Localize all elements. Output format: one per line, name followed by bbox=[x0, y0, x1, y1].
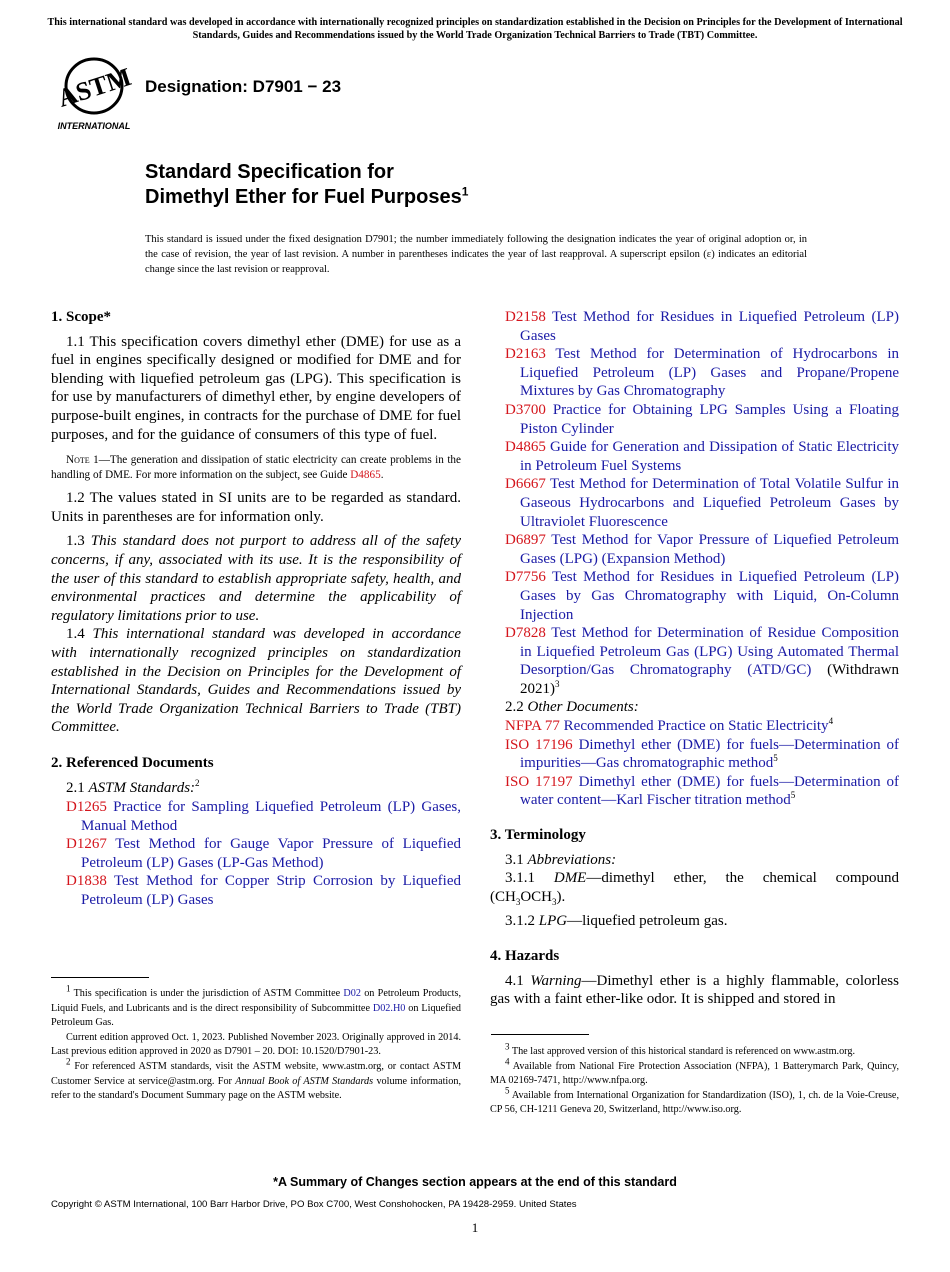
section-4-heading: 4. Hazards bbox=[490, 948, 560, 964]
page-number: 1 bbox=[471, 1220, 479, 1235]
intro-paragraph: This standard is issued under the fixed designation D7901; the number immediately following the designation indicates the year of original adoption or, in the case of revision, the year of last revision. A number in parentheses indicates the year of last reapproval. A superscript epsilon (ε) indicates an editorial change since the last revision or reapproval. bbox=[145, 234, 807, 275]
ref-title[interactable]: Guide for Generation and Dissipation of Static Electricity in Petroleum Fuel Systems bbox=[520, 439, 899, 474]
ref-title[interactable]: Dimethyl ether (DME) for fuels—Determination of impurities—Gas chromatographic method bbox=[520, 736, 900, 772]
ref-item bbox=[505, 717, 899, 736]
ref-code[interactable]: D2158 bbox=[505, 309, 546, 325]
other-ref-list bbox=[490, 717, 899, 810]
title-line-2 bbox=[145, 185, 468, 210]
fn1-c: on Liquefied Petroleum Gas. bbox=[51, 1002, 461, 1029]
fn4-mark: 4 bbox=[505, 1056, 510, 1067]
note-end: . bbox=[380, 468, 384, 481]
copyright-line: Copyright © ASTM International, 100 Barr Harbor Drive, PO Box C700, West Conshohocken, PA 19428-2959. United States bbox=[51, 1199, 577, 1210]
designation: Designation: D7901 − 23 bbox=[145, 77, 342, 96]
para-3-1 bbox=[490, 851, 899, 870]
ref-code[interactable]: D1267 bbox=[66, 836, 107, 853]
para-3-1-num: 3.1 bbox=[505, 851, 528, 868]
para-2-1-mark: 2 bbox=[195, 778, 200, 789]
astm-ref-list-left bbox=[51, 798, 461, 910]
ref-item bbox=[505, 308, 899, 345]
ref-code[interactable]: D6897 bbox=[505, 532, 546, 549]
ref-code[interactable]: D7756 bbox=[505, 569, 546, 586]
ref-code[interactable]: D7828 bbox=[505, 625, 546, 642]
ref-title[interactable]: Test Method for Determination of Residue Composition in Liquefied Petroleum Gas (LPG) Using Automated Thermal Desorption/Gas Chromatography (ATD/GC) bbox=[520, 625, 899, 679]
fn5-text: Available from International Organization for Standardization (ISO), 1, ch. de la Voie-Creuse, CP 56, CH-1211 Geneva 20, Switzerland, http://www.iso.org. bbox=[490, 1089, 899, 1116]
para-3-1-1 bbox=[490, 869, 899, 906]
note-link-d4865[interactable]: D4865 bbox=[350, 468, 381, 481]
fn1-link-d02[interactable]: D02 bbox=[343, 988, 361, 999]
ref-code[interactable]: D2163 bbox=[505, 346, 546, 363]
fn2-b: volume information, refer to the standard's Document Summary page on the ASTM website. bbox=[51, 1075, 461, 1102]
fn2-italic: Annual Book of ASTM Standards bbox=[235, 1075, 374, 1087]
fn2-mark: 2 bbox=[66, 1056, 71, 1067]
ref-title[interactable]: Test Method for Gauge Vapor Pressure of Liquefied Petroleum (LP) Gases (LP-Gas Method) bbox=[81, 836, 461, 871]
astm-ref-list-right bbox=[490, 308, 899, 698]
para-3-1-2 bbox=[490, 912, 899, 931]
footnote-1 bbox=[51, 983, 461, 1031]
para-1-4-num: 1.4 bbox=[66, 626, 93, 643]
note-text: —The generation and dissipation of static electricity can create problems in the handling of DME. For more information on the subject, see Guide bbox=[51, 454, 461, 481]
para-1-1: 1.1 This specification covers dimethyl ether (DME) for use as a fuel in engines specifically designed or modified for DME and for blending with liquefied petroleum gas (LPG). This specification is for use by manufacturers of dimethyl ether, by engine developers of purpose-built engines, in contracts for the purchase of DME for fuel purposes, and for the guidance of consumers of this type of fuel. bbox=[51, 333, 461, 443]
para-2-2-num: 2.2 bbox=[505, 699, 528, 716]
ref-code[interactable]: D3700 bbox=[505, 401, 546, 418]
para-3-1-1-num: 3.1.1 bbox=[505, 870, 554, 887]
ref-suffix: (Withdrawn 2021) bbox=[520, 662, 899, 697]
def-dme-mid: OCH bbox=[520, 888, 553, 905]
title-footnote-mark: 1 bbox=[461, 184, 469, 199]
para-2-1-num: 2.1 bbox=[66, 780, 89, 797]
ref-mark: 4 bbox=[828, 716, 834, 727]
ref-code[interactable]: D6667 bbox=[505, 476, 546, 493]
fn2-a: For referenced ASTM standards, visit the ASTM website, www.astm.org, or contact ASTM Customer Service at service@astm.org. For bbox=[51, 1060, 461, 1087]
ref-item bbox=[66, 798, 461, 835]
astm-logo bbox=[52, 56, 136, 132]
ref-title[interactable]: Test Method for Residues in Liquefied Petroleum (LP) Gases bbox=[520, 309, 899, 344]
ref-code[interactable]: D1265 bbox=[66, 799, 107, 816]
ref-item bbox=[505, 531, 899, 568]
summary-of-changes-note: *A Summary of Changes section appears at the end of this standard bbox=[273, 1175, 677, 1189]
para-2-2-text: Other Documents: bbox=[527, 699, 639, 716]
fn1-mark: 1 bbox=[66, 983, 71, 994]
fn1-b: on Petroleum Products, Liquid Fuels, and Lubricants and is the direct responsibility of Subcommittee bbox=[51, 988, 461, 1014]
fn1-link-d02h0[interactable]: D02.H0 bbox=[372, 1002, 406, 1014]
ref-title[interactable]: Test Method for Residues in Liquefied Petroleum (LP) Gases by Gas Chromatography with Liquid, On-Column Injection bbox=[520, 569, 899, 623]
note-label: Note 1 bbox=[66, 454, 99, 467]
ref-item bbox=[505, 773, 899, 810]
term-dme: DME bbox=[553, 870, 587, 887]
footnote-rule-right bbox=[491, 1034, 589, 1035]
svg-text:ASTM: ASTM bbox=[54, 62, 135, 113]
footnote-2 bbox=[51, 1056, 461, 1104]
para-4-1 bbox=[490, 972, 899, 1009]
para-2-2 bbox=[490, 698, 899, 717]
warning-term: Warning bbox=[530, 972, 582, 989]
ref-title[interactable]: Test Method for Determination of Total Volatile Sulfur in Gaseous Hydrocarbons and Liquefied Petroleum Gases by Ultraviolet Fluorescence bbox=[520, 476, 900, 530]
ref-item bbox=[66, 872, 461, 909]
title-line-2-text: Dimethyl Ether for Fuel Purposes bbox=[145, 186, 462, 208]
footnote-1-edition: Current edition approved Oct. 1, 2023. Published November 2023. Originally approved in 2014. Last previous edition approved in 2020 as D7901 – 20. DOI: 10.1520/D7901-23. bbox=[51, 1031, 461, 1058]
left-column bbox=[51, 308, 461, 910]
def-lpg: —liquefied petroleum gas. bbox=[567, 913, 728, 930]
para-3-1-2-num: 3.1.2 bbox=[505, 913, 539, 930]
right-column bbox=[490, 308, 899, 1009]
ref-mark: 5 bbox=[773, 753, 778, 764]
ref-item bbox=[505, 568, 899, 624]
ref-item bbox=[505, 401, 899, 438]
footnote-3 bbox=[490, 1041, 899, 1060]
section-3-heading: 3. Terminology bbox=[490, 827, 586, 844]
footnote-5 bbox=[490, 1085, 899, 1118]
ref-code[interactable]: D4865 bbox=[505, 439, 546, 456]
ref-item bbox=[505, 736, 899, 773]
term-lpg: LPG bbox=[538, 913, 568, 930]
ref-code[interactable]: ISO 17197 bbox=[505, 773, 573, 790]
section-1-heading: 1. Scope* bbox=[51, 309, 111, 325]
fn4-text: Available from National Fire Protection Association (NFPA), 1 Batterymarch Park, Quincy, MA 02169-7471, http://www.nfpa.org. bbox=[490, 1060, 899, 1087]
ref-item bbox=[505, 345, 899, 401]
ref-code[interactable]: D1838 bbox=[66, 873, 107, 890]
para-4-1-text: —Dimethyl ether is a highly flammable, colorless gas with a faint ether-like odor. It is shipped and stored in bbox=[490, 972, 899, 1008]
para-3-1-text: Abbreviations: bbox=[527, 851, 617, 868]
def-dme-end: ). bbox=[556, 888, 566, 905]
fn3-text: The last approved version of this historical standard is referenced on www.astm.org. bbox=[509, 1046, 856, 1057]
ref-item bbox=[66, 835, 461, 872]
ref-title[interactable]: Dimethyl ether (DME) for fuels—Determination of water content—Karl Fischer titration method bbox=[520, 773, 900, 809]
para-2-1 bbox=[51, 779, 461, 798]
ref-title[interactable]: Practice for Obtaining LPG Samples Using a Floating Piston Cylinder bbox=[520, 401, 900, 437]
ref-code[interactable]: ISO 17196 bbox=[505, 736, 573, 753]
fn1-a: This specification is under the jurisdiction of ASTM Committee bbox=[70, 988, 344, 999]
ref-title[interactable]: Practice for Sampling Liquefied Petroleum (LP) Gases, Manual Method bbox=[81, 799, 462, 834]
ref-item bbox=[505, 475, 899, 531]
ref-mark: 5 bbox=[790, 790, 796, 801]
def-dme-sub2: 3 bbox=[552, 896, 557, 907]
ref-item bbox=[505, 438, 899, 475]
para-2-1-text: ASTM Standards: bbox=[88, 780, 196, 797]
footnotes-left bbox=[51, 983, 461, 1104]
para-1-4-text: This international standard was developed in accordance with internationally recognized principles on standardization established in the Decision on Principles for the Development of International Standards, Guides and Recommendations issued by the World Trade Organization Technical Barriers to Trade (TBT) Committee. bbox=[51, 626, 462, 736]
para-1-4 bbox=[51, 625, 461, 737]
footnote-4 bbox=[490, 1056, 899, 1089]
footnotes-right bbox=[490, 1041, 899, 1118]
para-4-1-num: 4.1 bbox=[505, 972, 531, 989]
ref-mark: 3 bbox=[555, 678, 560, 689]
fn5-mark: 5 bbox=[505, 1085, 510, 1096]
title-line-1: Standard Specification for bbox=[145, 161, 394, 183]
def-dme: —dimethyl ether, the chemical compound (CH bbox=[490, 870, 899, 905]
note-1 bbox=[51, 453, 461, 482]
section-2-heading: 2. Referenced Documents bbox=[51, 754, 214, 771]
footnote-rule-left bbox=[51, 977, 149, 978]
svg-text:INTERNATIONAL: INTERNATIONAL bbox=[57, 121, 131, 131]
def-dme-sub1: 3 bbox=[515, 896, 521, 907]
document-title bbox=[145, 160, 468, 210]
fn3-mark: 3 bbox=[505, 1041, 510, 1052]
para-1-3-text: This standard does not purport to address all of the safety concerns, if any, associated with its use. It is the responsibility of the user of this standard to establish appropriate safety, health, and environmental practices and determine the applicability of regulatory limitations prior to use. bbox=[51, 533, 461, 624]
ref-title[interactable]: Recommended Practice on Static Electricity bbox=[563, 718, 829, 735]
para-1-3 bbox=[51, 532, 461, 625]
top-notice: This international standard was developed in accordance with internationally recognized principles on standardization established in the Decision on Principles for the Development of International Standards, Guides and Recommendations issued by the World Trade Organization Technical Barriers to Trade (TBT) Committee. bbox=[47, 17, 903, 41]
ref-title[interactable]: Test Method for Vapor Pressure of Liquefied Petroleum Gases (LPG) (Expansion Method) bbox=[520, 532, 899, 567]
para-1-3-num: 1.3 bbox=[66, 533, 91, 550]
ref-code[interactable]: NFPA 77 bbox=[505, 718, 560, 735]
para-1-2: 1.2 The values stated in SI units are to be regarded as standard. Units in parentheses are for information only. bbox=[51, 490, 461, 525]
ref-title[interactable]: Test Method for Copper Strip Corrosion by Liquefied Petroleum (LP) Gases bbox=[81, 873, 461, 909]
ref-title[interactable]: Test Method for Determination of Hydrocarbons in Liquefied Petroleum (LP) Gases and Propane/Propene Mixtures by Gas Chromatography bbox=[520, 346, 899, 400]
ref-item bbox=[505, 624, 899, 698]
